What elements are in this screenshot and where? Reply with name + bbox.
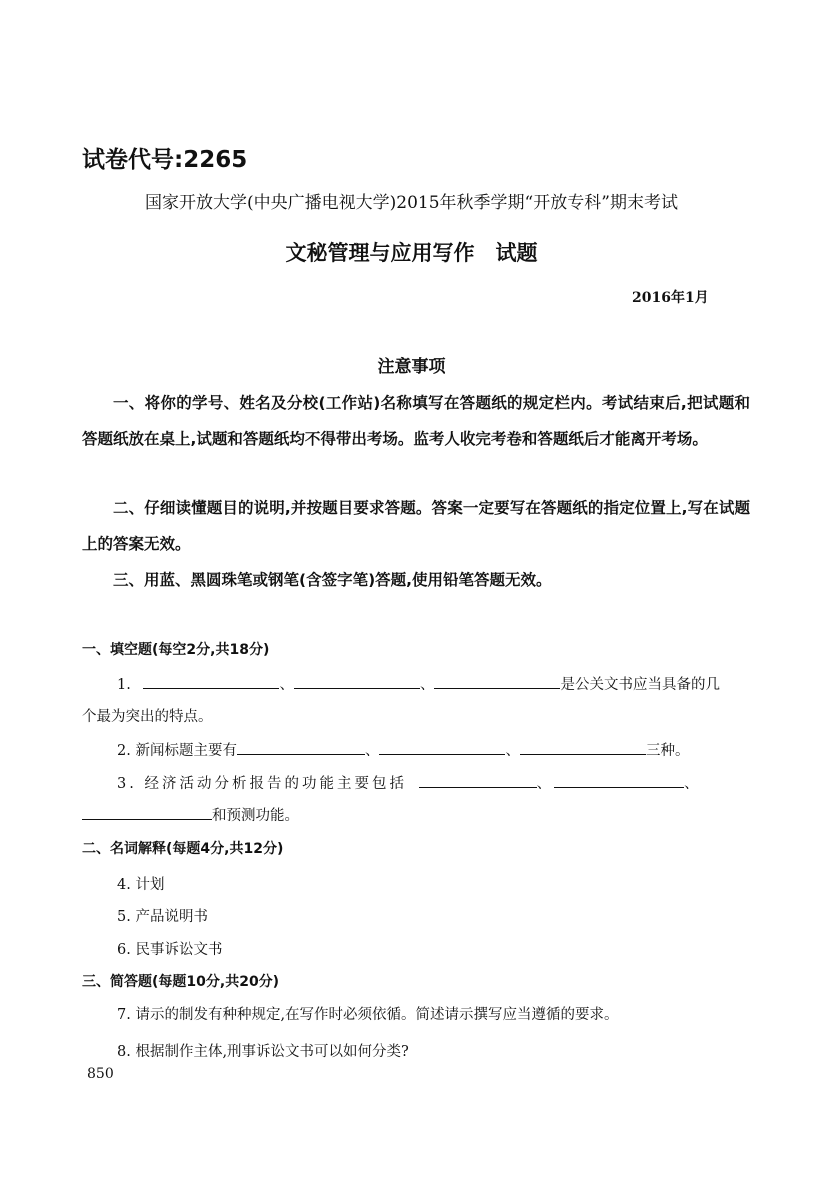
notice-item: 一、将你的学号、姓名及分校(工作站)名称填写在答题纸的规定栏内。考试结束后,把试题和答题纸放在桌上,试题和答题纸均不得带出考场。监考人收完考卷和答题纸后才能离开考场。 (82, 394, 750, 448)
exam-line: 国家开放大学(中央广播电视大学)2015年秋季学期“开放专科”期末考试 (145, 193, 678, 213)
answer-blank (82, 805, 212, 820)
blank-separator: 、 (536, 776, 555, 792)
question-6: 6. 民事诉讼文书 (117, 942, 223, 958)
answer-blank (294, 674, 420, 689)
blank-separator: 、 (279, 677, 294, 693)
question-text: 2. 新闻标题主要有 (117, 743, 237, 759)
question-1 (117, 673, 720, 694)
notice-heading: 注意事项 (377, 357, 446, 377)
blank-separator: 、 (505, 743, 520, 759)
exam-code: 试卷代号:2265 (82, 147, 248, 173)
exam-title: 文秘管理与应用写作 试题 (285, 241, 538, 265)
question-4: 4. 计划 (117, 877, 165, 893)
section-heading: 一、填空题(每空2分,共18分) (82, 642, 270, 658)
question-text: 是公关文书应当具备的几 (560, 677, 720, 693)
answer-blank (237, 740, 365, 755)
question-number: 1. (117, 677, 131, 693)
question-text: 三种。 (645, 743, 690, 759)
question-text: 和预测功能。 (212, 808, 299, 824)
answer-blank (520, 740, 646, 755)
blank-separator: 、 (364, 743, 380, 759)
notice-item: 二、仔细读懂题目的说明,并按题目要求答题。答案一定要写在答题纸的指定位置上,写在试题上的答案无效。 (82, 499, 750, 553)
answer-blank (379, 740, 505, 755)
question-5: 5. 产品说明书 (117, 909, 208, 925)
answer-blank (143, 674, 279, 689)
notice-item: 三、用蓝、黑圆珠笔或钢笔(含签字笔)答题,使用铅笔答题无效。 (113, 571, 552, 589)
question-2 (117, 739, 689, 760)
question-3-continued (82, 804, 299, 825)
question-7: 7. 请示的制发有种种规定,在写作时必须依循。简述请示撰写应当遵循的要求。 (117, 1007, 619, 1023)
question-3 (117, 772, 702, 793)
page-number: 850 (87, 1066, 114, 1082)
question-1-continued: 个最为突出的特点。 (82, 709, 213, 725)
blank-separator: 、 (684, 776, 702, 792)
blank-separator: 、 (419, 677, 435, 693)
section-heading: 三、简答题(每题10分,共20分) (82, 974, 280, 990)
answer-blank (419, 773, 537, 788)
answer-blank (434, 674, 560, 689)
exam-date: 2016年1月 (632, 290, 709, 306)
answer-blank (554, 773, 684, 788)
question-8: 8. 根据制作主体,刑事诉讼文书可以如何分类? (117, 1044, 409, 1060)
section-heading: 二、名词解释(每题4分,共12分) (82, 841, 284, 857)
question-text: 3. 经济活动分析报告的功能主要包括 (117, 776, 407, 792)
